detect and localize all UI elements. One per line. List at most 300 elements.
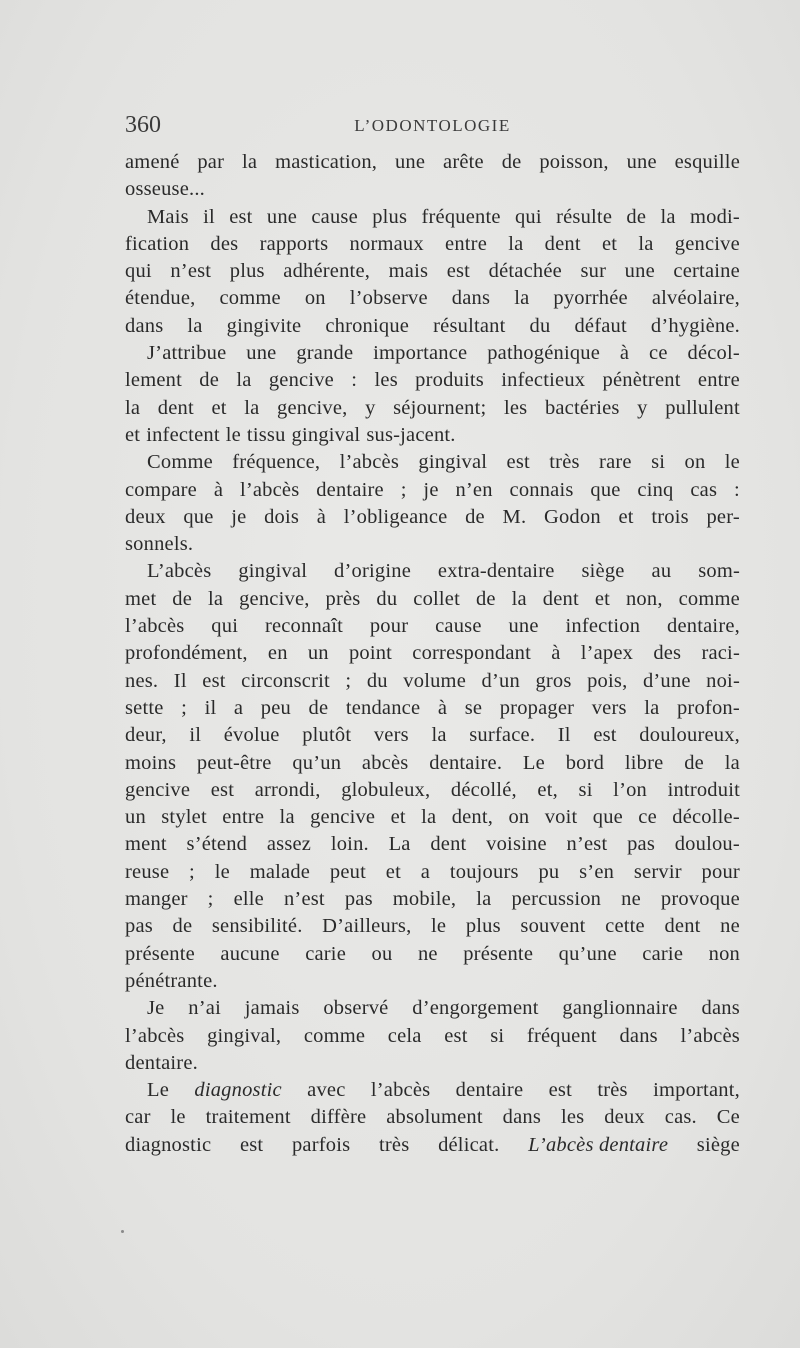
word: chronique <box>325 314 410 337</box>
word: ; <box>207 888 214 911</box>
text-line <box>125 558 740 585</box>
text-line <box>125 586 740 613</box>
word: l’apex <box>580 642 634 665</box>
word: douloureux, <box>639 724 740 747</box>
word: cause <box>311 205 358 228</box>
word: parfois <box>291 1133 351 1156</box>
word: la <box>431 724 447 747</box>
word: que <box>183 505 214 528</box>
word: jamais <box>244 997 300 1020</box>
word: il <box>189 724 202 747</box>
word: dent <box>664 915 701 938</box>
word: ne <box>417 942 438 965</box>
word: dent, <box>451 806 494 829</box>
word: le <box>431 915 447 938</box>
word: som- <box>698 560 740 583</box>
word: on <box>684 451 706 474</box>
word: une <box>266 205 298 228</box>
word: de <box>475 587 496 610</box>
word: il <box>204 696 217 719</box>
word: la <box>236 369 252 392</box>
word: n’est <box>566 833 608 856</box>
word: gencive <box>268 369 334 392</box>
word: alvéolaire, <box>651 287 740 310</box>
word: décolle- <box>672 806 740 829</box>
word: s’en <box>579 860 615 883</box>
word: dans <box>502 1106 542 1129</box>
word: bord <box>565 751 605 774</box>
word: la <box>476 888 492 911</box>
word: reuse <box>125 860 170 883</box>
text-line <box>125 1023 740 1050</box>
text-line <box>125 613 740 640</box>
word: la <box>508 232 524 255</box>
word: sur <box>580 260 607 283</box>
word: assez <box>266 833 312 856</box>
word: et <box>385 860 401 883</box>
word: La <box>388 833 411 856</box>
word: ; <box>345 669 352 692</box>
word: fréquent <box>526 1024 597 1047</box>
word: est <box>210 778 235 801</box>
word: dent <box>544 232 581 255</box>
text-line <box>125 477 740 504</box>
word: absolument <box>386 1106 483 1129</box>
word: osseuse... <box>125 178 206 201</box>
word: l’observe <box>349 287 428 310</box>
word: n’ai <box>188 997 221 1020</box>
word: d’hygiène. <box>650 314 740 337</box>
word: dentaire. <box>429 751 503 774</box>
word: introduit <box>667 778 740 801</box>
word: diagnostic <box>194 1079 282 1102</box>
text-line <box>125 1050 740 1077</box>
word: modi- <box>689 205 740 228</box>
word: normaux <box>349 232 424 255</box>
word: la <box>644 696 660 719</box>
word: dois <box>264 505 300 528</box>
text-line <box>125 313 740 340</box>
word: siège <box>581 560 625 583</box>
word: pas <box>627 833 656 856</box>
word: on <box>304 287 326 310</box>
word: fréquence, <box>232 451 321 474</box>
word: gencive <box>674 232 740 255</box>
word: décollé, <box>450 778 517 801</box>
word: sensibilité. <box>211 915 303 938</box>
word: de <box>172 915 193 938</box>
text-line <box>125 395 740 422</box>
text-line <box>125 913 740 940</box>
word: détachée <box>488 260 562 283</box>
word: carie <box>305 942 347 965</box>
word: globuleux, <box>341 778 431 801</box>
word: est <box>548 1079 572 1102</box>
word: à <box>551 642 561 665</box>
word: cas <box>690 478 718 501</box>
word: poisson, <box>539 151 609 173</box>
word: Le <box>147 1079 170 1102</box>
word: entre <box>697 369 740 392</box>
word: gencive, <box>239 587 310 610</box>
word: du <box>529 314 551 337</box>
word: per- <box>706 505 740 528</box>
word: ; <box>400 478 407 501</box>
text-line <box>125 176 740 203</box>
word: gencive <box>125 778 191 801</box>
word: peu <box>260 696 291 719</box>
word: ne <box>621 888 641 911</box>
word: propager <box>499 696 575 719</box>
word: moins <box>125 751 177 774</box>
word: entre <box>222 806 265 829</box>
word: séjournent; <box>393 396 487 419</box>
word: que <box>590 478 621 501</box>
word: l’abcès <box>239 478 300 501</box>
word: de <box>199 369 220 392</box>
word: les <box>503 396 528 419</box>
word: résultant <box>433 314 506 337</box>
word: un <box>125 806 146 829</box>
word: plus <box>229 260 265 283</box>
word: est <box>444 1024 468 1047</box>
page-number: 360 <box>125 112 161 138</box>
word: dentaire, <box>667 615 740 638</box>
word: à <box>619 342 630 365</box>
word: car <box>125 1106 151 1129</box>
word: raci- <box>701 642 740 665</box>
word: la <box>724 751 740 774</box>
word: connais <box>509 478 574 501</box>
word: J’attribue <box>147 342 227 365</box>
body-text <box>125 149 740 1159</box>
word: je <box>231 505 247 528</box>
word: pu <box>538 860 560 883</box>
word: mobile, <box>392 888 457 911</box>
word: et <box>594 587 611 610</box>
word: rapports <box>259 232 329 255</box>
word: infectent <box>146 423 220 446</box>
word: sette <box>125 696 164 719</box>
word: profon- <box>676 696 740 719</box>
word: au <box>651 560 672 583</box>
word: provoque <box>660 888 740 911</box>
word: en <box>267 642 288 665</box>
word: une <box>394 151 426 173</box>
word: pénétrante. <box>125 969 218 992</box>
word: Godon <box>543 505 601 528</box>
word: : <box>733 478 740 501</box>
word: plutôt <box>302 724 352 747</box>
word: pénètrent <box>602 369 681 392</box>
word: une <box>626 151 657 173</box>
text-line <box>125 449 740 476</box>
word: noi- <box>706 669 740 692</box>
word: qu’une <box>558 942 617 965</box>
word: sus-jacent. <box>366 423 456 446</box>
word: s’étend <box>186 833 248 856</box>
word: met <box>125 587 157 610</box>
word: des <box>210 232 239 255</box>
word: la <box>421 806 437 829</box>
word: infectieux <box>501 369 586 392</box>
word: cause <box>435 615 482 638</box>
word: plus <box>465 915 501 938</box>
word: que <box>592 806 623 829</box>
word: gros <box>535 669 572 692</box>
text-line <box>125 1077 740 1104</box>
word: de <box>626 205 647 228</box>
word: pour <box>701 860 740 883</box>
word: dans <box>451 287 491 310</box>
word: dans <box>125 314 164 337</box>
word: la <box>514 287 530 310</box>
word: important, <box>653 1079 740 1102</box>
word: de <box>308 696 329 719</box>
word: est <box>506 451 530 474</box>
word: aucune <box>220 942 280 965</box>
word: siège <box>696 1133 740 1156</box>
word: dans <box>701 997 740 1020</box>
word: extra-dentaire <box>437 560 555 583</box>
text-line <box>125 941 740 968</box>
word: les <box>374 369 398 392</box>
word: comme <box>678 587 740 610</box>
text-line <box>125 777 740 804</box>
word: pathogénique <box>487 342 601 365</box>
word: très <box>549 451 580 474</box>
word: ment <box>125 833 167 856</box>
word: par <box>197 151 225 173</box>
word: M. <box>502 505 527 528</box>
text-line <box>125 995 740 1022</box>
word: d’une <box>642 669 691 692</box>
word: y <box>365 396 376 419</box>
word: dent <box>430 833 467 856</box>
word: ce <box>649 342 668 365</box>
word: gingival <box>291 423 361 446</box>
word: étendue, <box>125 287 196 310</box>
text-line <box>125 968 740 995</box>
word: adhérente, <box>283 260 371 283</box>
word: tissu <box>246 423 286 446</box>
word: avec <box>307 1079 346 1102</box>
word: il <box>203 205 215 228</box>
word: comme <box>219 287 281 310</box>
word: est <box>229 205 253 228</box>
word: délicat. <box>438 1133 500 1156</box>
word: circonscrit <box>241 669 330 692</box>
text-line <box>125 231 740 258</box>
word: vers <box>373 724 409 747</box>
word: se <box>464 696 483 719</box>
word: dent <box>157 396 194 419</box>
word: et <box>618 505 634 528</box>
word: infection <box>565 615 641 638</box>
word: rare <box>599 451 632 474</box>
word: toujours <box>449 860 519 883</box>
word: ou <box>371 942 393 965</box>
word: elle <box>233 888 264 911</box>
word: d’engorgement <box>412 997 539 1020</box>
word: pas <box>125 915 153 938</box>
word: Je <box>147 997 165 1020</box>
word: doulou- <box>674 833 740 856</box>
word: décol- <box>687 342 740 365</box>
text-line <box>125 149 740 176</box>
word: a <box>233 696 244 719</box>
word: manger <box>125 888 188 911</box>
word: non <box>708 942 740 965</box>
word: cinq <box>637 478 674 501</box>
word: carie <box>642 942 684 965</box>
word: produits <box>415 369 484 392</box>
text-line <box>125 695 740 722</box>
word: fication <box>125 232 190 255</box>
word: Il <box>557 724 571 747</box>
word: : <box>351 369 358 392</box>
word: dentaire <box>316 478 384 501</box>
word: surface. <box>469 724 536 747</box>
word: n’est <box>283 888 325 911</box>
word: Il <box>173 669 187 692</box>
word: deux <box>125 505 166 528</box>
word: gingivite <box>226 314 302 337</box>
word: si <box>490 1024 505 1047</box>
word: cela <box>387 1024 422 1047</box>
word: pullulent <box>665 396 740 419</box>
word: de <box>172 587 193 610</box>
text-line <box>125 640 740 667</box>
word: L’abcès <box>147 560 212 583</box>
word: Le <box>522 751 545 774</box>
word: gencive <box>310 806 376 829</box>
word: ; <box>181 696 188 719</box>
text-line <box>125 804 740 831</box>
word: abcès <box>361 751 409 774</box>
word: l’abcès <box>125 615 185 638</box>
word: y <box>637 396 648 419</box>
text-line <box>125 831 740 858</box>
running-title: L’ODONTOLOGIE <box>354 116 511 135</box>
word: de <box>684 751 704 774</box>
word: des <box>653 642 682 665</box>
text-line <box>125 859 740 886</box>
word: je <box>423 478 439 501</box>
word: et <box>601 232 618 255</box>
word: peut-être <box>196 751 272 774</box>
word: amené <box>125 151 180 173</box>
word: arête <box>443 151 484 173</box>
word: à <box>213 478 224 501</box>
word: le <box>225 423 241 446</box>
word: correspondant <box>412 642 532 665</box>
word: à <box>316 505 327 528</box>
word: grande <box>296 342 354 365</box>
word: bactéries <box>544 396 620 419</box>
word: la <box>511 587 527 610</box>
word: L’abcès dentaire <box>528 1133 669 1156</box>
page-header <box>125 112 740 140</box>
word: le <box>214 860 230 883</box>
word: compare <box>125 478 197 501</box>
word: pyorrhée <box>553 287 628 310</box>
word: gingival <box>238 560 308 583</box>
word: un <box>307 642 329 665</box>
word: près <box>325 587 361 610</box>
word: ce <box>638 806 657 829</box>
word: du <box>366 669 388 692</box>
word: l’obligeance <box>343 505 448 528</box>
word: est <box>239 1133 264 1156</box>
word: est <box>202 669 226 692</box>
word: et <box>390 806 406 829</box>
word: dent <box>542 587 579 610</box>
text-line <box>125 367 740 394</box>
word: dentaire. <box>125 1051 198 1074</box>
word: et, <box>537 778 558 801</box>
word: si <box>651 451 666 474</box>
word: est <box>593 724 617 747</box>
text-line <box>125 750 740 777</box>
word: d’un <box>481 669 520 692</box>
word: l’abcès <box>339 451 400 474</box>
word: du <box>376 587 398 610</box>
word: pois, <box>587 669 628 692</box>
text-line <box>125 668 740 695</box>
word: nes. <box>125 669 159 692</box>
word: qui <box>211 615 239 638</box>
word: gencive, <box>277 396 348 419</box>
word: peut <box>329 860 366 883</box>
word: évolue <box>223 724 280 747</box>
word: la <box>638 232 654 255</box>
word: sonnels. <box>125 533 194 556</box>
word: mastication, <box>275 151 378 173</box>
word: la <box>207 587 224 610</box>
word: pour <box>369 615 409 638</box>
text-line <box>125 258 740 285</box>
word: voit <box>544 806 578 829</box>
text-line <box>125 285 740 312</box>
word: Mais <box>147 205 189 228</box>
word: stylet <box>161 806 207 829</box>
word: on <box>508 806 530 829</box>
word: ; <box>189 860 195 883</box>
word: la <box>279 806 295 829</box>
word: libre <box>624 751 664 774</box>
word: esquille <box>674 151 740 173</box>
word: profondément, <box>125 642 248 665</box>
text-line <box>125 340 740 367</box>
word: observé <box>323 997 389 1020</box>
word: entre <box>445 232 488 255</box>
word: une <box>246 342 277 365</box>
word: pas <box>344 888 373 911</box>
word: Comme <box>147 451 213 474</box>
word: le <box>170 1106 186 1129</box>
word: arrondi, <box>254 778 321 801</box>
word: diffère <box>310 1106 367 1129</box>
word: gingival <box>418 451 488 474</box>
word: comme <box>303 1024 366 1047</box>
word: n’est <box>170 260 212 283</box>
word: servir <box>633 860 682 883</box>
word: tendance <box>345 696 421 719</box>
word: dans <box>619 1024 658 1047</box>
word: défaut <box>574 314 627 337</box>
word: n’en <box>455 478 493 501</box>
